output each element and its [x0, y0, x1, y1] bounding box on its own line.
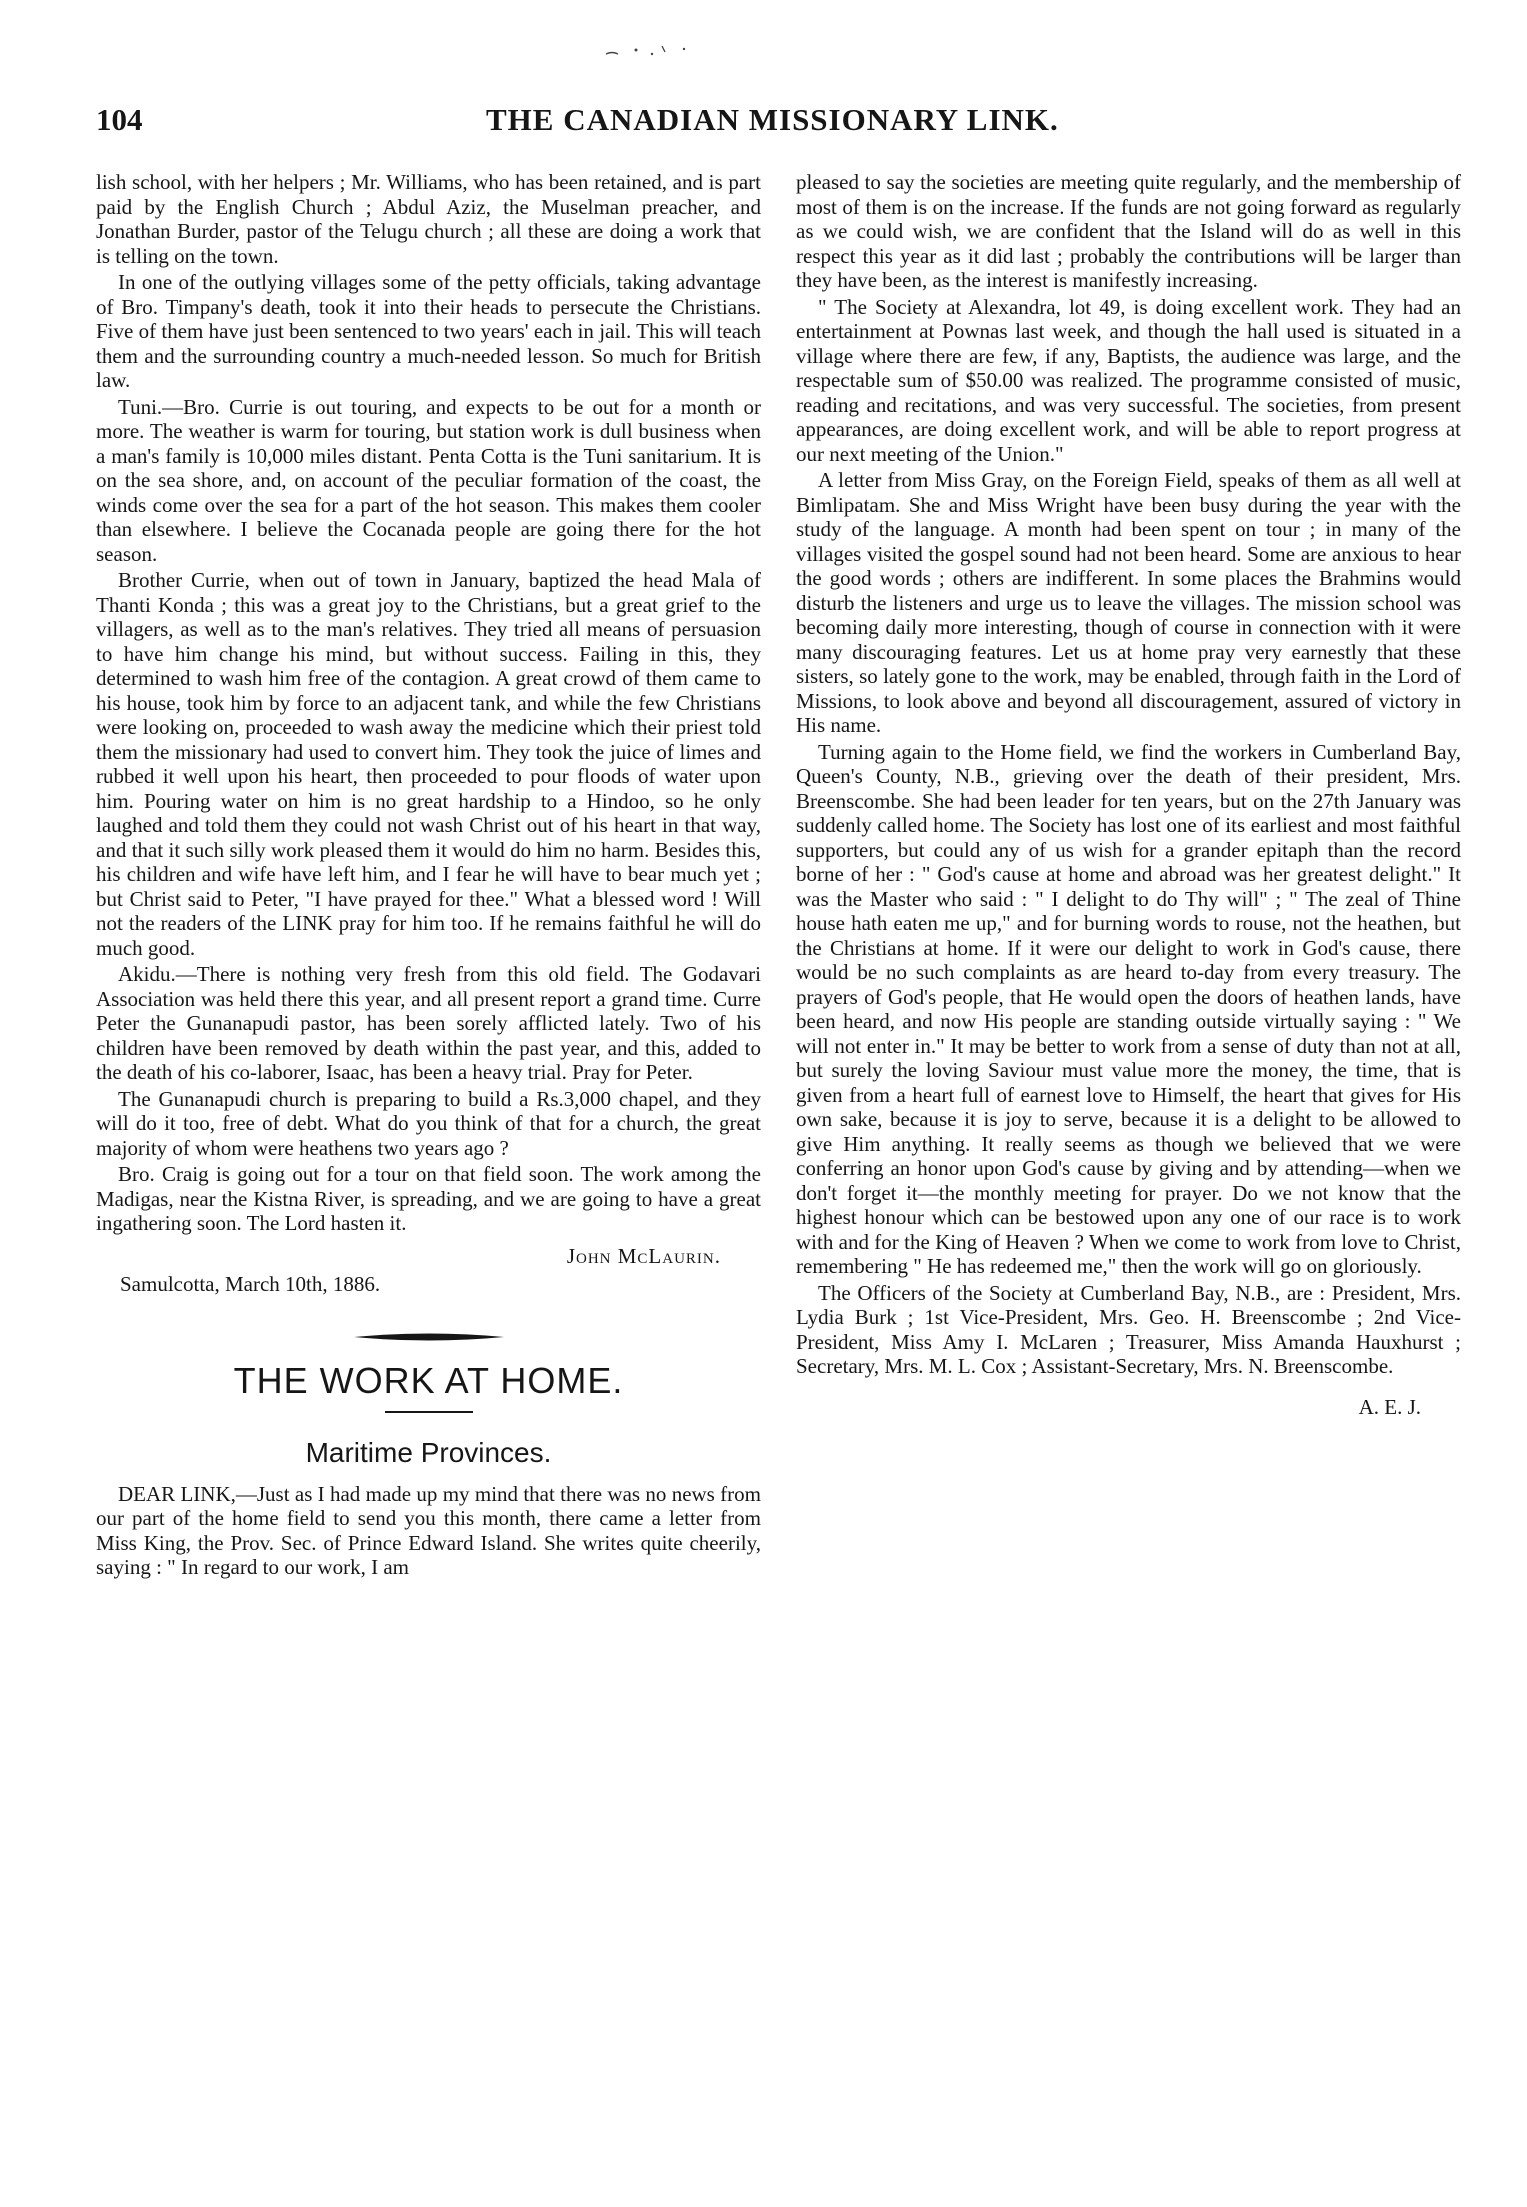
section-rule [385, 1411, 473, 1413]
dateline: Samulcotta, March 10th, 1886. [120, 1272, 381, 1296]
article-paragraph: A letter from Miss Gray, on the Foreign Field, speaks of them as all well at Bimlipatam. She and Miss Wright have been busy during the year with the study of the language. A month had been spent on tour ; in many of the villages visited the gospel sound had not been heard. Some are anxious to hear the good words ; others are indifferent. In some places the Brahmins would disturb the listeners and urge us to leave the villages. The mission school was becoming daily more interesting, though of course in connection with it were many discouraging features. Let us at home pray very earnestly that these sisters, so lately gone to the work, may be enabled, through faith in the Lord of Missions, to look above and beyond all discouragement, assured of victory in His name. [796, 468, 1461, 737]
article-paragraph: The Gunanapudi church is preparing to build a Rs.3,000 chapel, and they will do it too, free of debt. What do you think of that for a church, the great majority of whom were heathens two years ago ? [96, 1086, 761, 1160]
section-title: THE WORK AT HOME. [233, 1359, 624, 1401]
article-paragraph: Turning again to the Home field, we find the workers in Cumberland Bay, Queen's County, N.B., grieving over the death of their president, Mrs. Breenscombe. She had been leader for ten years, but on the 27th January was suddenly called home. The Society has lost one of its earliest and most faithful supporters, but could any of us wish for a grander epitaph than the record borne of her : " God's cause at home and abroad was her greatest delight." It was the Master who said : " I delight to do Thy will" ; " The zeal of Thine house hath eaten me up," and for burning words to rouse, not the heathen, but the Christians at home. If it were our delight to work in God's cause, there would be no such complaints as are heard to-day from every treasury. The prayers of God's people, that He would open the doors of heathen lands, have been heard, and now His people are standing outside virtually saying : " We will not enter in." It may be better to work from a sense of duty than not at all, but surely the loving Saviour must value more the money, the time, that is given from a heart full of earnest love to Himself, the heart that gives for His own sake, because it is joy to serve, because it is a delight to be allowed to give Him anything. It really seems as though we believed that we were conferring an honor upon God's cause by giving and by attending—when we don't forget it—the monthly meeting for prayer. Do we not know that the highest honour which can be bestowed upon any one of our race is to work with and for the King of Heaven ? When we come to work from love to Christ, remembering " He has redeemed me," then the work will go on gloriously. [796, 739, 1461, 1278]
article-paragraph: Bro. Craig is going out for a tour on that field soon. The work among the Madigas, near the Kistna River, is spreading, and we are going to have a great ingathering soon. The Lord hasten it. [96, 1162, 761, 1235]
article-paragraph: Tuni.—Bro. Currie is out touring, and expects to be out for a month or more. The weather is warm for touring, but station work is dull business when a man's family is 10,000 miles distant. Penta Cotta is the Tuni sanitarium. It is on the sea shore, and, on account of the peculiar formation of the coast, the winds come over the sea for a part of the hot season. This makes them cooler than elsewhere. I believe the Cocanada people are going there for the hot season. [96, 394, 761, 566]
masthead-title: THE CANADIAN MISSIONARY LINK. [486, 102, 1059, 137]
letter-paragraph: DEAR LINK,—Just as I had made up my mind that there was no news from our part of the home field to send you this month, there came a letter from Miss King, the Prov. Sec. of Prince Edward Island. She writes quite cheerily, saying : " In regard to our work, I am [96, 1481, 761, 1579]
article-paragraph: lish school, with her helpers ; Mr. Williams, who has been retained, and is part paid by the English Church ; Abdul Aziz, the Muselman preacher, and Jonathan Burder, pastor of the Telugu church ; all these are doing a work that is telling on the town. [96, 170, 761, 268]
article-paragraph: " The Society at Alexandra, lot 49, is doing excellent work. They had an entertainment at Pownas last week, and though the hall used is situated in a village where there are few, if any, Baptists, the audience was large, and the respectable sum of $50.00 was realized. The programme consisted of music, reading and recitations, and was very successful. The societies, from present appearances, are doing excellent work, and will be able to report progress at our next meeting of the Union." [796, 294, 1461, 466]
right-column [796, 170, 1461, 1419]
article-paragraph: pleased to say the societies are meeting quite regularly, and the membership of most of them is on the increase. If the funds are not going forward as regularly as we could wish, we are confident that the Island will do as well in this respect this year as it did last ; probably the contributions will be larger than they have been, as the interest is manifestly increasing. [796, 170, 1461, 292]
ornament-divider [354, 1331, 504, 1343]
document-page [96, 0, 1486, 2207]
page-header [96, 102, 1486, 150]
article-paragraph: Akidu.—There is nothing very fresh from this old field. The Godavari Association was held there this year, and all present report a grand time. Curre Peter the Gunanapudi pastor, has been sorely afflicted lately. Two of his children have been removed by death within the past year, and this, added to the death of his co-laborer, Isaac, has been a heavy trial. Pray for Peter. [96, 962, 761, 1084]
print-marks-decoration [596, 36, 716, 66]
left-column [96, 170, 761, 1582]
article-paragraph: Brother Currie, when out of town in January, baptized the head Mala of Thanti Konda ; this was a great joy to the Christians, but a great grief to the villagers, as well as to the man's relatives. They tried all means of persuasion to have him change his mind, but without success. Failing in this, they determined to wash him free of the contagion. A great crowd of them came to his house, took him by force to an adjacent tank, and while the few Christians were looking on, proceeded to wash away the medicine which their priest told them the missionary had used to convert him. They took the juice of limes and rubbed it well upon his heart, then proceeded to pour floods of water upon him. Pouring water on him is no great hardship to a Hindoo, so he only laughed and told them they could not wash Christ out of his heart in that way, and that it such silly work pleased them it would do him no harm. Besides this, his children and wife have left him, and I fear he will have to bear much yet ; but Christ said to Peter, "I have prayed for thee." What a blessed word ! Will not the readers of the LINK pray for him too. If he remains faithful he will do much good. [96, 568, 761, 960]
subsection-title: Maritime Provinces. [305, 1437, 552, 1468]
article-paragraph: In one of the outlying villages some of the petty officials, taking advantage of Bro. Timpany's death, took it into their heads to persecute the Christians. Five of them have just been sentenced to two years' each in jail. This will teach them and the surrounding country a much-needed lesson. So much for British law. [96, 270, 761, 392]
article-paragraph: The Officers of the Society at Cumberland Bay, N.B., are : President, Mrs. Lydia Burk ; 1st Vice-President, Mrs. Geo. H. Breenscombe ; 2nd Vice-President, Miss Amy I. McLaren ; Treasurer, Miss Amanda Hauxhurst ; Secretary, Mrs. M. L. Cox ; Assistant-Secretary, Mrs. N. Breenscombe. [796, 1280, 1461, 1378]
author-signature: John McLaurin. [566, 1243, 721, 1268]
author-initials: A. E. J. [1358, 1394, 1421, 1419]
page-number: 104 [96, 102, 143, 137]
